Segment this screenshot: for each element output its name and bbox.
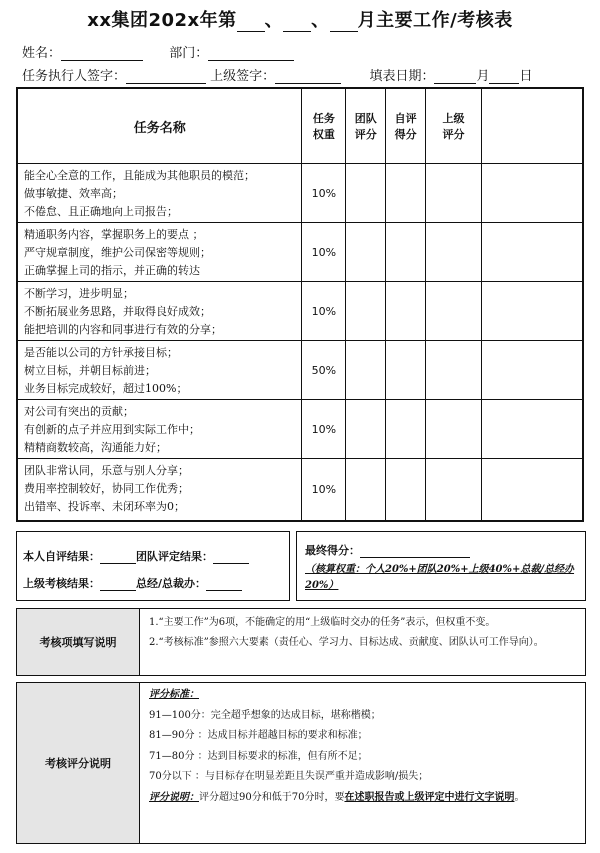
day-field[interactable] — [489, 69, 519, 84]
self-result-field[interactable] — [100, 551, 136, 564]
team-score-cell[interactable] — [346, 223, 386, 282]
team-result-label: 团队评定结果： — [136, 550, 213, 563]
signature-row — [22, 65, 533, 84]
weight-cell: 10% — [302, 459, 346, 521]
fill-instruction-line: 2.“考核标准”参照六大要素（责任心、学习力、目标达成、贡献度、团队认可工作导向）。 — [149, 637, 544, 648]
title-separator: 、 — [264, 10, 284, 31]
superior-score-cell[interactable] — [426, 459, 482, 521]
quarter-blank-1[interactable] — [237, 13, 265, 32]
table-row — [17, 223, 583, 282]
weight-cell: 10% — [302, 282, 346, 341]
gm-result-label: 总经/总裁办： — [136, 577, 207, 590]
team-result-field[interactable] — [213, 551, 249, 564]
task-table — [16, 87, 584, 522]
scoring-label: 考核评分说明 — [17, 683, 140, 843]
scoring-note — [149, 788, 577, 809]
final-score-box — [296, 531, 586, 601]
fill-instruction-line: 1.“主要工作”为6项，不能确定的用“上级临时交办的任务”表示，但权重不变。 — [149, 617, 496, 628]
team-score-cell[interactable] — [346, 400, 386, 459]
header-extra — [481, 88, 583, 164]
table-row — [17, 164, 583, 223]
header-superior: 上级 评分 — [426, 88, 482, 164]
superior-score-cell[interactable] — [426, 400, 482, 459]
scoring-level: 81—90分 ：达成目标并超越目标的要求和标准； — [149, 730, 368, 741]
month-field[interactable] — [434, 69, 476, 84]
extra-cell[interactable] — [481, 400, 583, 459]
header-self: 自评 得分 — [386, 88, 426, 164]
table-row — [17, 282, 583, 341]
header-task: 任务名称 — [17, 88, 302, 164]
quarter-blank-3[interactable] — [330, 13, 358, 32]
scoring-standard-title: 评分标准： — [149, 689, 199, 700]
superior-score-cell[interactable] — [426, 223, 482, 282]
final-score-field[interactable] — [360, 545, 470, 558]
header-weight: 任务 权重 — [302, 88, 346, 164]
scoring-level: 71—80分 ：达到目标要求的标准，但有所不足； — [149, 750, 368, 762]
weight-cell: 10% — [302, 400, 346, 459]
weight-cell: 10% — [302, 164, 346, 223]
scoring-note-emphasis: 在述职报告或上级评定中进行文字说明 — [344, 791, 515, 803]
scoring-box — [16, 682, 586, 844]
table-row — [17, 400, 583, 459]
page-title — [0, 6, 600, 32]
self-score-cell[interactable] — [386, 459, 426, 521]
title-prefix: xx集团202x年第 — [87, 10, 237, 31]
table-header-row — [17, 88, 583, 164]
executor-sign-field[interactable] — [126, 69, 206, 84]
scoring-level: 70分以下 ：与目标存在明显差距且失误严重并造成影响/损失； — [149, 771, 429, 782]
final-score-label: 最终得分： — [305, 544, 360, 557]
scoring-level: 91—100分：完全超乎想象的达成目标，堪称楷模； — [149, 709, 381, 721]
superior-score-cell[interactable] — [426, 164, 482, 223]
self-score-cell[interactable] — [386, 400, 426, 459]
task-cell: 不断学习，进步明显； 不断拓展业务思路，并取得良好成效； 能把培训的内容和同事进行有效的分享； — [17, 282, 302, 341]
superior-score-cell[interactable] — [426, 282, 482, 341]
team-score-cell[interactable] — [346, 164, 386, 223]
task-cell: 对公司有突出的贡献； 有创新的点子并应用到实际工作中； 精精商数较高，沟通能力好； — [17, 400, 302, 459]
task-cell: 是否能以公司的方针承接目标； 树立目标，并朝目标前进； 业务目标完成较好，超过100%； — [17, 341, 302, 400]
scoring-note-title: 评分说明： — [149, 791, 199, 803]
team-score-cell[interactable] — [346, 341, 386, 400]
executor-sign-label: 任务执行人签字： — [22, 69, 127, 84]
task-cell: 精通职务内容，掌握职务上的要点 ； 严守规章制度，维护公司保密等规则； 正确掌握上司的指示，并正确的转达 — [17, 223, 302, 282]
dept-field[interactable] — [208, 46, 294, 61]
scoring-note-end: 。 — [514, 791, 525, 803]
superior-result-label: 上级考核结果： — [23, 577, 100, 590]
gm-result-field[interactable] — [206, 578, 242, 591]
team-score-cell[interactable] — [346, 459, 386, 521]
team-score-cell[interactable] — [346, 282, 386, 341]
dept-label: 部门： — [169, 46, 209, 61]
self-result-label: 本人自评结果： — [23, 550, 100, 563]
fill-instructions-box — [16, 608, 586, 676]
name-field[interactable] — [61, 46, 143, 61]
title-suffix: 月主要工作/考核表 — [357, 10, 513, 31]
superior-result-field[interactable] — [100, 578, 136, 591]
month-label: 月 — [476, 69, 490, 84]
self-score-cell[interactable] — [386, 223, 426, 282]
name-label: 姓名： — [22, 46, 62, 61]
weight-cell: 10% — [302, 223, 346, 282]
self-score-cell[interactable] — [386, 164, 426, 223]
extra-cell[interactable] — [481, 282, 583, 341]
table-row — [17, 459, 583, 521]
scoring-note-text: 评分超过90分和低于70分时，要 — [199, 791, 345, 803]
self-score-cell[interactable] — [386, 341, 426, 400]
results-box — [16, 531, 290, 601]
extra-cell[interactable] — [481, 164, 583, 223]
date-label: 填表日期： — [369, 69, 435, 84]
task-cell: 团队非常认同，乐意与别人分享； 费用率控制较好，协同工作优秀； 出错率、投诉率、未闭环率为0； — [17, 459, 302, 521]
superior-sign-field[interactable] — [275, 69, 341, 84]
task-cell: 能全心全意的工作，且能成为其他职员的模范； 做事敏捷、效率高； 不倦怠、且正确地向上司报告； — [17, 164, 302, 223]
extra-cell[interactable] — [481, 223, 583, 282]
weight-cell: 50% — [302, 341, 346, 400]
fill-instructions-label: 考核项填写说明 — [17, 609, 140, 675]
extra-cell[interactable] — [481, 459, 583, 521]
header-team: 团队 评分 — [346, 88, 386, 164]
table-row — [17, 341, 583, 400]
superior-sign-label: 上级签字： — [210, 69, 276, 84]
title-separator: 、 — [311, 10, 330, 31]
quarter-blank-2[interactable] — [283, 13, 311, 32]
name-dept-row — [22, 42, 294, 61]
superior-score-cell[interactable] — [426, 341, 482, 400]
day-label: 日 — [519, 69, 533, 84]
extra-cell[interactable] — [481, 341, 583, 400]
weight-formula: （核算权重：个人20%+团队20%+上级40%+总裁/总经办20%） — [305, 564, 575, 591]
self-score-cell[interactable] — [386, 282, 426, 341]
